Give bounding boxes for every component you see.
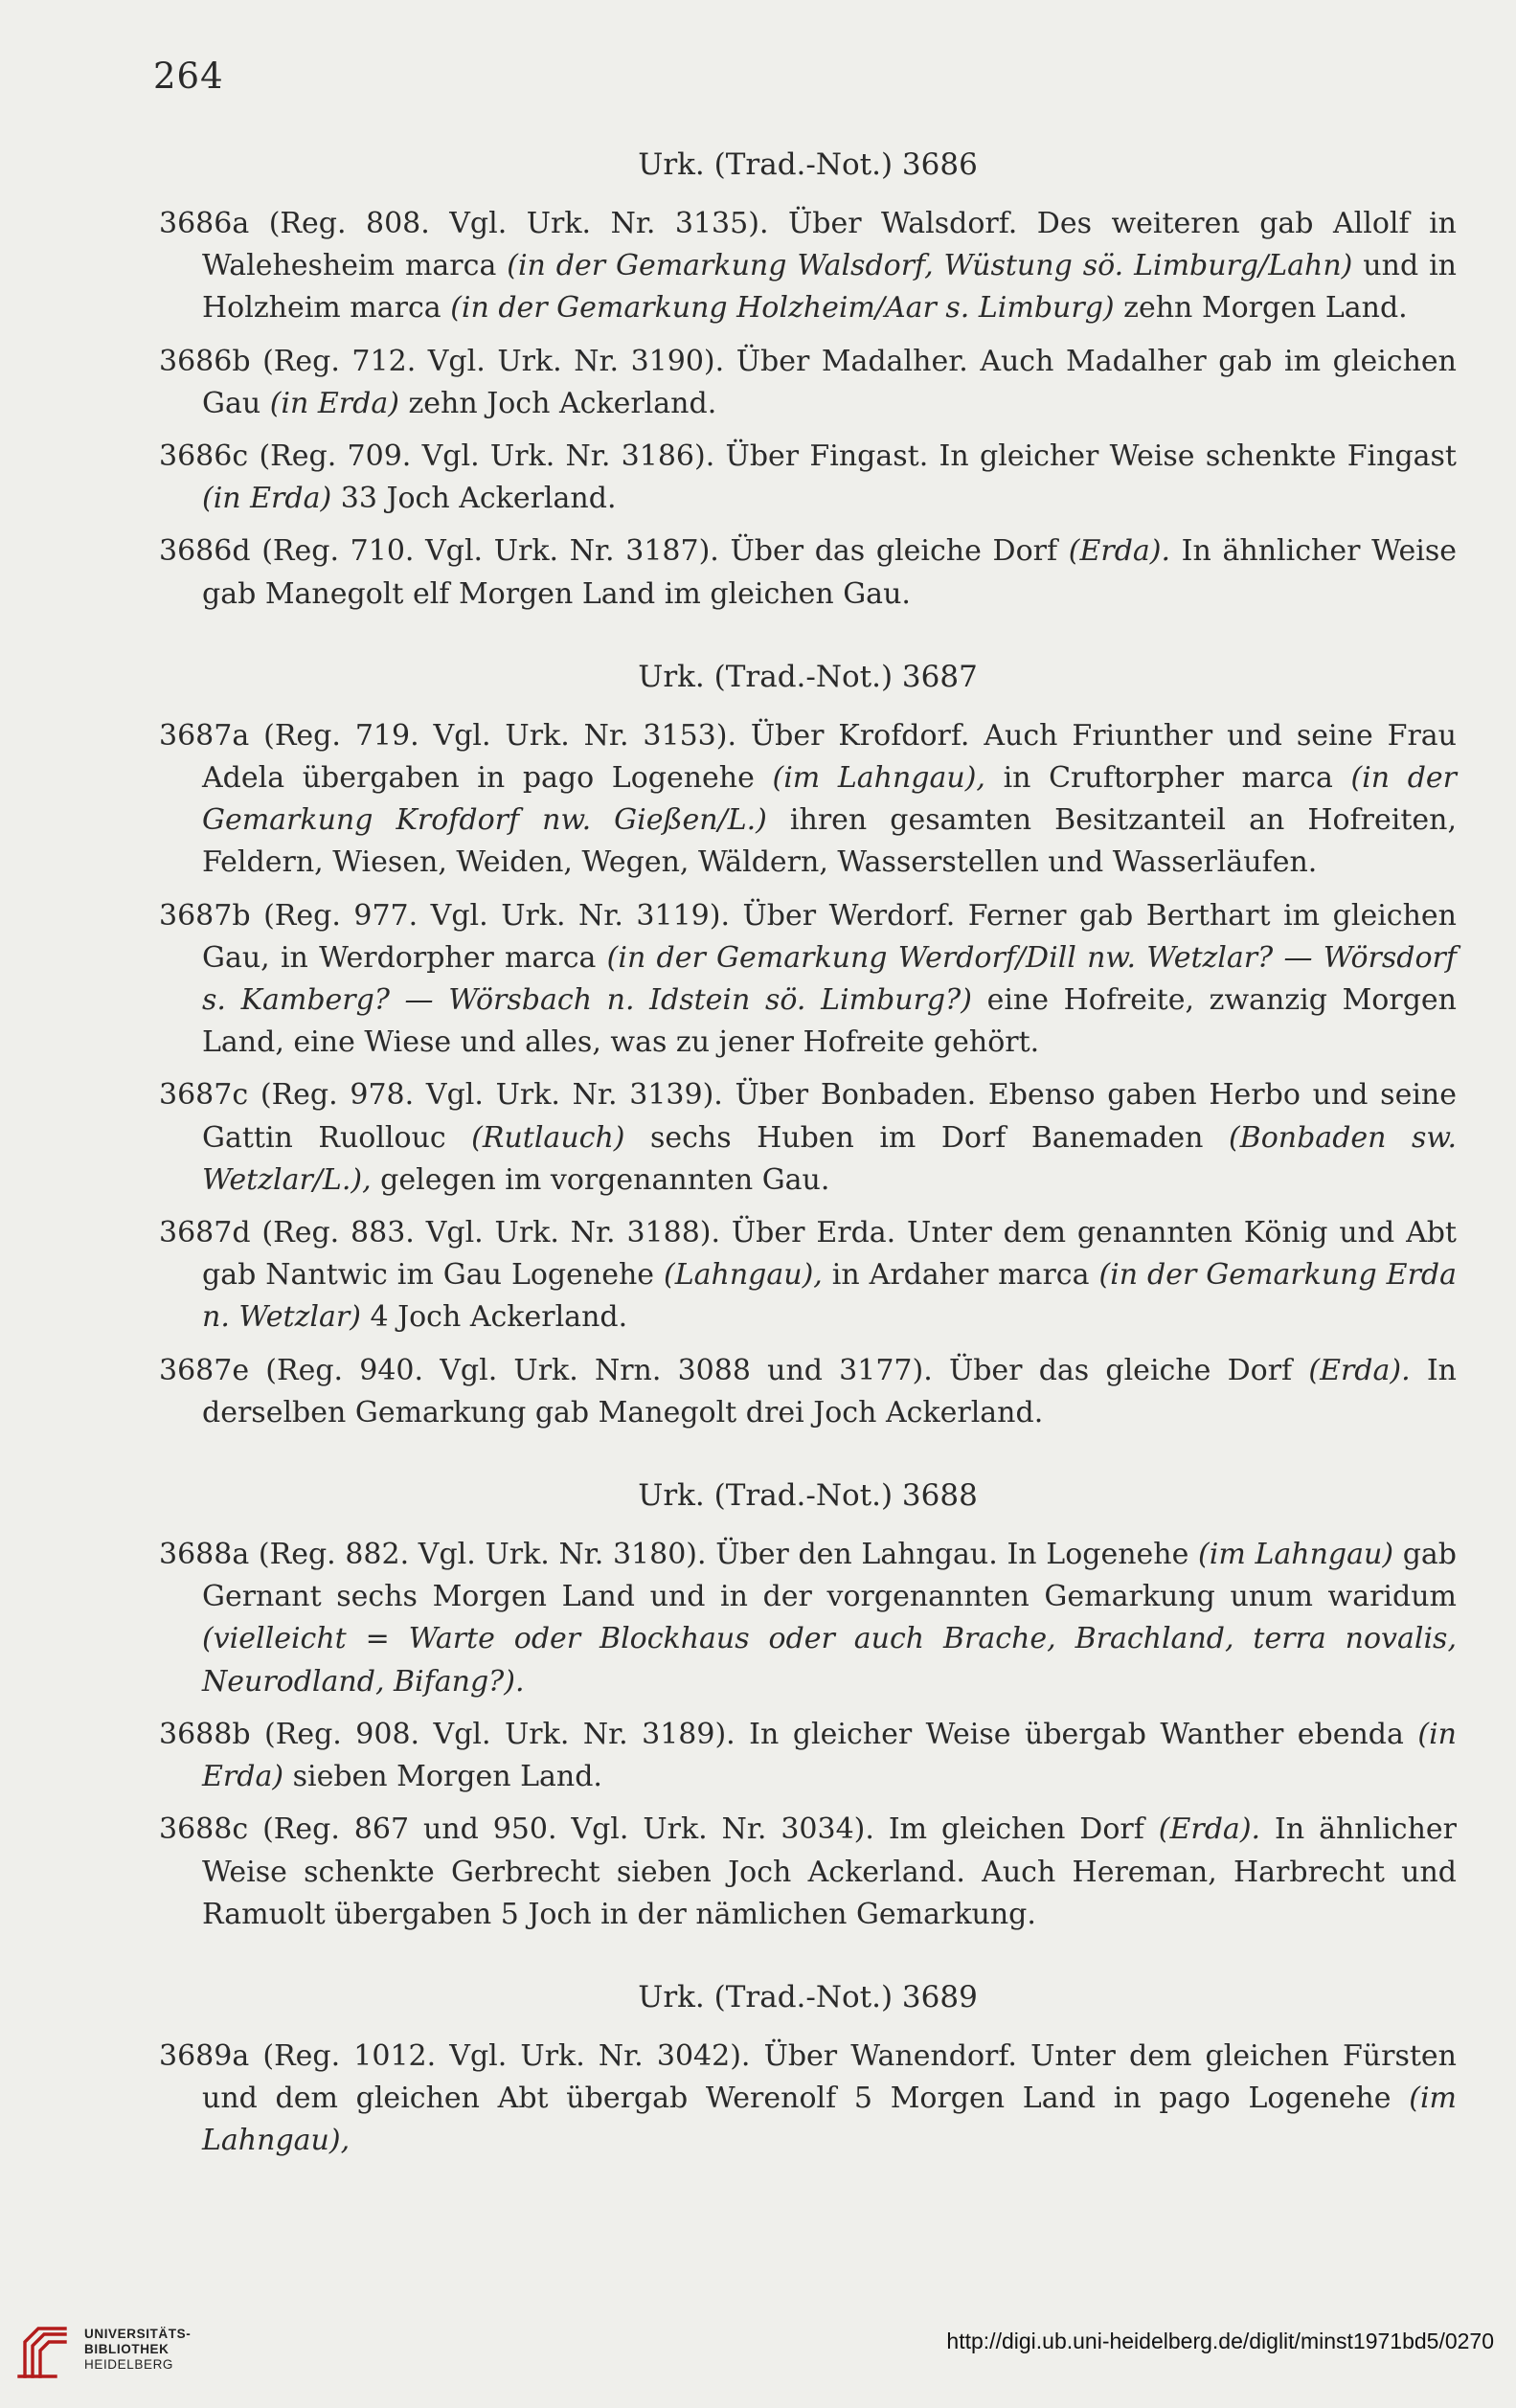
section-urk bbox=[159, 656, 1457, 1434]
entry-paragraph bbox=[159, 715, 1457, 885]
entry-text: 3688b (Reg. 908. Vgl. Urk. Nr. 3189). In gleicher Weise übergab Wanther ebenda bbox=[159, 1717, 1418, 1751]
section-urk bbox=[159, 144, 1457, 616]
italic-annotation: (vielleicht = Warte oder Blockhaus oder auch Brache, Brachland, terra novalis, Neurodland, Bifang?). bbox=[202, 1622, 1457, 1699]
section-heading: Urk. (Trad.-Not.) 3687 bbox=[638, 659, 978, 694]
entry-paragraph bbox=[159, 1212, 1457, 1339]
entry-text: sechs Huben im Dorf Banemaden bbox=[624, 1120, 1229, 1155]
entry-paragraph bbox=[159, 436, 1457, 520]
entry-text: In derselben Gemarkung gab Manegolt drei Joch Ackerland. bbox=[202, 1353, 1458, 1429]
footer bbox=[0, 2298, 1516, 2408]
document-body bbox=[159, 144, 1457, 2203]
entry-text: 3687d (Reg. 883. Vgl. Urk. Nr. 3188). Über Erda. Unter dem genannten König und Abt gab Nantwic im Gau Logenehe bbox=[159, 1216, 1457, 1293]
entry-text: In ähnlicher Weise schenkte Gerbrecht sieben Joch Ackerland. Auch Hereman, Harbrecht und Ramuolt übergaben 5 Joch in der nämlichen Gemarkung. bbox=[202, 1812, 1457, 1931]
italic-annotation: (Erda). bbox=[1068, 534, 1171, 569]
entry-paragraph bbox=[159, 1350, 1457, 1434]
section-urk bbox=[159, 1474, 1457, 1936]
italic-annotation: (im Lahngau), bbox=[202, 2082, 1457, 2158]
italic-annotation: (im Lahngau), bbox=[772, 761, 985, 796]
section-urk bbox=[159, 1976, 1457, 2163]
entry-text: 3687c (Reg. 978. Vgl. Urk. Nr. 3139). Über Bonbaden. Ebenso gaben Herbo und seine Gattin Ruollouc bbox=[159, 1078, 1457, 1155]
entry-text: 3686c (Reg. 709. Vgl. Urk. Nr. 3186). Über Fingast. In gleicher Weise schenkte Fingast bbox=[159, 439, 1457, 474]
italic-annotation: (im Lahngau) bbox=[1198, 1538, 1394, 1572]
italic-annotation: (in der Gemarkung Walsdorf, Wüstung sö. Limburg/Lahn) bbox=[507, 249, 1353, 283]
library-logo-icon bbox=[17, 2319, 71, 2380]
entry-text: 3689a (Reg. 1012. Vgl. Urk. Nr. 3042). Über Wanendorf. Unter dem gleichen Fürsten und dem gleichen Abt übergab Werenolf 5 Morgen Land in pago Logenehe bbox=[159, 2038, 1457, 2116]
italic-annotation: (in Erda) bbox=[202, 482, 332, 516]
entry-text: 3687a (Reg. 719. Vgl. Urk. Nr. 3153). Über Krofdorf. Auch Friunther und seine Frau Adela übergaben in pago Logenehe bbox=[159, 718, 1457, 796]
entry-paragraph bbox=[159, 2036, 1457, 2163]
italic-annotation: (Erda). bbox=[1308, 1353, 1411, 1387]
italic-annotation: (in der Gemarkung Erda n. Wetzlar) bbox=[202, 1258, 1458, 1335]
entry-paragraph bbox=[159, 203, 1457, 330]
entry-text: gelegen im vorgenannten Gau. bbox=[371, 1162, 830, 1197]
italic-annotation: (Rutlauch) bbox=[471, 1120, 625, 1155]
italic-annotation: (in Erda) bbox=[269, 386, 399, 420]
italic-annotation: (in der Gemarkung Werdorf/Dill nw. Wetzlar? — Wörsdorf s. Kamberg? — Wörsbach n. Idstein sö. Limburg?) bbox=[202, 940, 1457, 1018]
italic-annotation: (in der Gemarkung Holzheim/Aar s. Limburg) bbox=[450, 291, 1115, 326]
italic-annotation: (Lahngau), bbox=[664, 1258, 823, 1293]
entry-paragraph bbox=[159, 530, 1457, 615]
entry-text: 3687e (Reg. 940. Vgl. Urk. Nrn. 3088 und 3177). Über das gleiche Dorf bbox=[159, 1353, 1309, 1387]
permalink-url[interactable]: http://digi.ub.uni-heidelberg.de/diglit/minst1971bd5/0270 bbox=[946, 2329, 1494, 2353]
entry-text: In ähnlicher Weise gab Manegolt elf Morgen Land im gleichen Gau. bbox=[202, 534, 1457, 611]
page-number: 264 bbox=[153, 56, 224, 97]
entry-paragraph bbox=[159, 1074, 1457, 1202]
library-name-line-1: UNIVERSITÄTS- bbox=[84, 2327, 192, 2341]
italic-annotation: (in der Gemarkung Krofdorf nw. Gießen/L.) bbox=[202, 761, 1457, 838]
entry-text: und in Holzheim marca bbox=[202, 249, 1457, 326]
entry-text: 3686a (Reg. 808. Vgl. Urk. Nr. 3135). Über Walsdorf. Des weiteren gab Allolf in Walehesheim marca bbox=[159, 207, 1457, 283]
library-name-line-2: BIBLIOTHEK bbox=[84, 2342, 170, 2356]
entry-text: in Ardaher marca bbox=[822, 1258, 1099, 1293]
entry-text: 3688a (Reg. 882. Vgl. Urk. Nr. 3180). Über den Lahngau. In Logenehe bbox=[159, 1538, 1199, 1572]
entry-text: 3688c (Reg. 867 und 950. Vgl. Urk. Nr. 3034). Im gleichen Dorf bbox=[159, 1812, 1159, 1847]
entry-paragraph bbox=[159, 1534, 1457, 1703]
entry-paragraph bbox=[159, 1809, 1457, 1936]
italic-annotation: (Bonbaden sw. Wetzlar/L.), bbox=[202, 1120, 1457, 1197]
entry-paragraph bbox=[159, 341, 1457, 425]
entry-text: 33 Joch Ackerland. bbox=[331, 482, 617, 516]
entry-text: eine Hofreite, zwanzig Morgen Land, eine Wiese und alles, was zu jener Hofreite gehört. bbox=[202, 983, 1457, 1060]
entry-text: 4 Joch Ackerland. bbox=[360, 1300, 628, 1335]
entry-text: sieben Morgen Land. bbox=[283, 1760, 602, 1794]
entry-text: in Cruftorpher marca bbox=[984, 761, 1351, 796]
section-heading: Urk. (Trad.-Not.) 3688 bbox=[638, 1478, 978, 1514]
entry-text: zehn Morgen Land. bbox=[1114, 291, 1408, 326]
library-name-line-3: HEIDELBERG bbox=[84, 2357, 174, 2372]
entry-paragraph bbox=[159, 1714, 1457, 1798]
entry-text: 3687b (Reg. 977. Vgl. Urk. Nr. 3119). Über Werdorf. Ferner gab Berthart im gleichen Gau, in Werdorpher marca bbox=[159, 898, 1457, 975]
italic-annotation: (Erda). bbox=[1158, 1812, 1261, 1847]
section-heading: Urk. (Trad.-Not.) 3689 bbox=[638, 1979, 978, 2014]
entry-paragraph bbox=[159, 895, 1457, 1065]
entry-text: gab Gernant sechs Morgen Land und in der vorgenannten Gemarkung unum waridum bbox=[202, 1538, 1457, 1614]
entry-text: 3686b (Reg. 712. Vgl. Urk. Nr. 3190). Über Madalher. Auch Madalher gab im gleichen Gau bbox=[159, 344, 1457, 420]
entry-text: ihren gesamten Besitzanteil an Hofreiten, Feldern, Wiesen, Weiden, Wegen, Wäldern, Wasserstellen und Wasserläufen. bbox=[202, 803, 1458, 880]
library-logo[interactable] bbox=[17, 2319, 191, 2380]
library-name bbox=[84, 2327, 191, 2373]
italic-annotation: (in Erda) bbox=[202, 1717, 1457, 1794]
section-heading: Urk. (Trad.-Not.) 3686 bbox=[638, 147, 978, 182]
entry-text: zehn Joch Ackerland. bbox=[398, 386, 717, 420]
entry-text: 3686d (Reg. 710. Vgl. Urk. Nr. 3187). Über das gleiche Dorf bbox=[159, 534, 1069, 569]
